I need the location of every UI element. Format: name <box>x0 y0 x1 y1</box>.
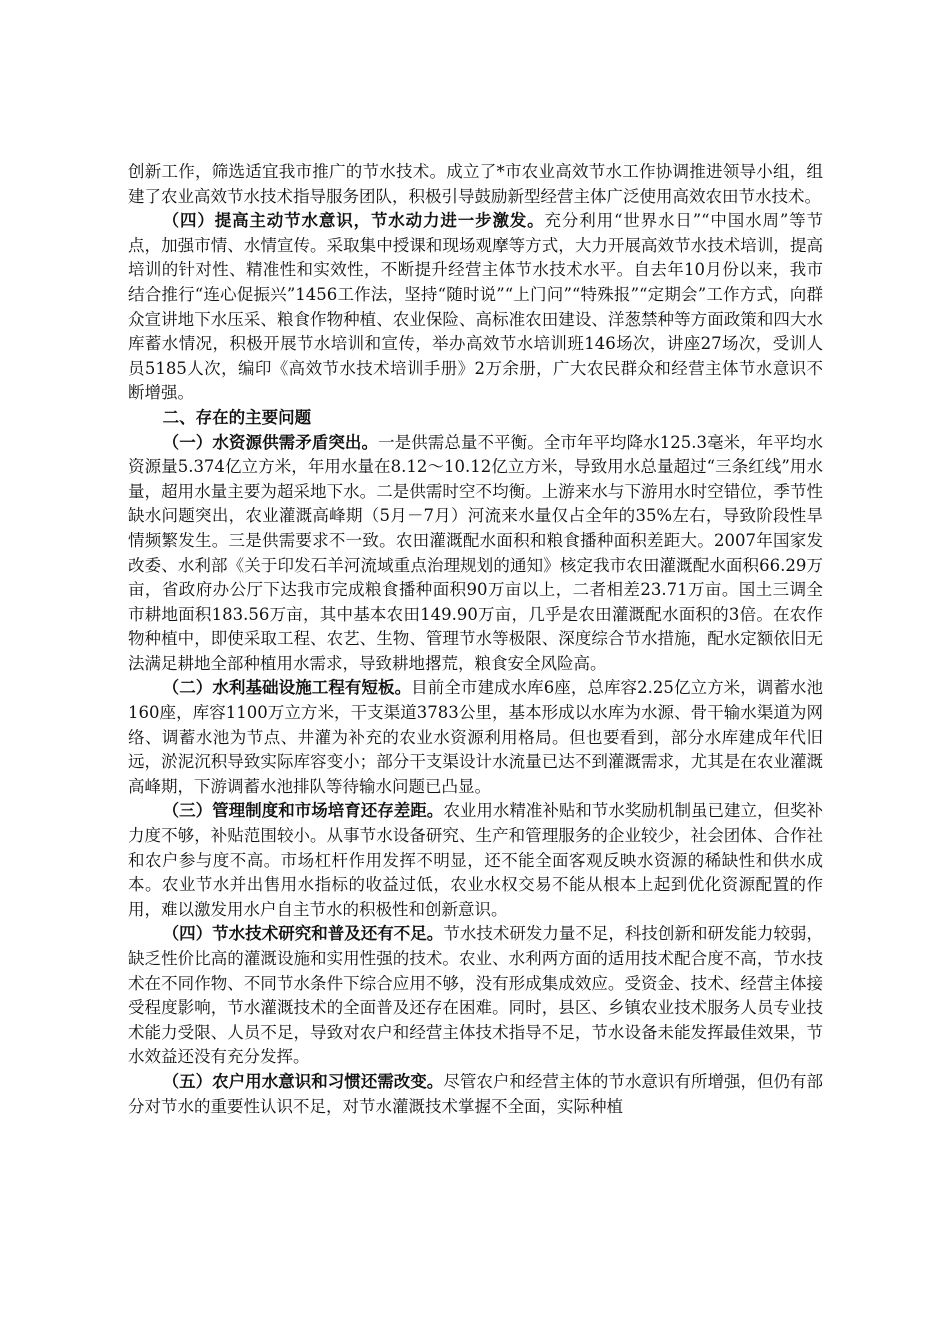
paragraph-lead: （四）节水技术研究和普及还有不足。 <box>162 924 444 944</box>
paragraph-lead: （二）水利基础设施工程有短板。 <box>162 678 412 698</box>
paragraph-text: 节水技术研发力量不足，科技创新和研发能力较弱，缺乏性价比高的灌溉设施和实用性强的技术。农业、水利两方面的适用技术配合度不高，节水技术在不同作物、不同节水条件下综合应用不够，没有形成集成效应。受资金、技术、经营主体接受程度影响，节水灌溉技术的全面普及还存在困难。同时，县区、乡镇农业技术服务人员专业技术能力受限、人员不足，导致对农户和经营主体技术指导不足，节水设备未能发挥最佳效果，节水效益还没有充分发挥。 <box>128 924 824 1067</box>
document-body <box>128 160 823 1119</box>
section-heading-main-problems: 二、存在的主要问题 <box>162 407 312 427</box>
paragraph-farmer-habits <box>128 1070 823 1119</box>
paragraph-lead: （四）提高主动节水意识，节水动力进一步激发。 <box>162 211 545 231</box>
paragraph-raise-awareness <box>128 209 823 406</box>
paragraph-technology-research <box>128 922 823 1070</box>
paragraph-text: 创新工作，筛选适宜我市推广的节水技术。成立了*市农业高效节水工作协调推进领导小组，组建了农业高效节水技术指导服务团队，积极引导鼓励新型经营主体广泛使用高效农田节水技术。 <box>128 162 823 206</box>
paragraph-text: 目前全市建成水库6座，总库容2.25亿立方米，调蓄水池160座，库容1100万立方米，干支渠道3783公里，基本形成以水库为水源、骨干输水渠道为网络、调蓄水池为节点、井灌为补充的农业水资源利用格局。但也要看到，部分水库建成年代旧远，淤泥沉积导致实际库容变小；部分干支渠设计水流量已达不到灌溉需求，尤其是在农业灌溉高峰期，下游调蓄水池排队等待输水问题已凸显。 <box>128 678 823 796</box>
paragraph-lead: （五）农户用水意识和习惯还需改变。 <box>162 1071 444 1091</box>
paragraph-lead: （一）水资源供需矛盾突出。 <box>162 432 379 452</box>
paragraph-text: 充分利用“世界水日”“中国水周”等节点，加强市情、水情宣传。采取集中授课和现场观摩等方式，大力开展高效节水技术培训，提高培训的针对性、精准性和实效性，不断提升经营主体节水技术水平。自去年10月份以来，我市结合推行“连心促振兴”1456工作法，坚持“随时说”“上门问”“特殊报”“定期会”工作方式，向群众宣讲地下水压采、粮食作物种植、农业保险、高标准农田建设、洋葱禁种等方面政策和四大水库蓄水情况，积极开展节水培训和宣传，举办高效节水培训班146场次，讲座27场次，受训人员5185人次，编印《高效节水技术培训手册》2万余册，广大农民群众和经营主体节水意识不断增强。 <box>128 211 824 403</box>
paragraph-text: 一是供需总量不平衡。全市年平均降水125.3毫米，年平均水资源量5.374亿立方米，年用水量在8.12～10.12亿立方米，导致用水总量超过“三条红线”用水量，超用水量主要为超采地下水。二是供需时空不均衡。上游来水与下游用水时空错位，季节性缺水问题突出，农业灌溉高峰期（5月－7月）河流来水量仅占全年的35%左右，导致阶段性旱情频繁发生。三是供需要求不一致。农田灌溉配水面积和粮食播种面积差距大。2007年国家发改委、水利部《关于印发石羊河流域重点治理规划的通知》核定我市农田灌溉配水面积66.29万亩，省政府办公厅下达我市完成粮食播种面积90万亩以上，二者相差23.71万亩。国土三调全市耕地面积183.56万亩，其中基本农田149.90万亩，几乎是农田灌溉配水面积的3倍。在农作物种植中，即使采取工程、农艺、生物、管理节水等极限、深度综合节水措施，配水定额依旧无法满足耕地全部种植用水需求，导致耕地撂荒，粮食安全风险高。 <box>128 432 823 673</box>
paragraph-lead: （三）管理制度和市场培育还存差距。 <box>162 801 444 821</box>
paragraph-continued <box>128 160 823 209</box>
paragraph-infrastructure <box>128 676 823 799</box>
paragraph-text: 尽管农户和经营主体的节水意识有所增强，但仍有部分对节水的重要性认识不足，对节水灌溉技术掌握不全面，实际种植 <box>128 1071 824 1116</box>
paragraph-text: 农业用水精准补贴和节水奖励机制虽已建立，但奖补力度不够，补贴范围较小。从事节水设备研究、生产和管理服务的企业较少，社会团体、合作社和农户参与度不高。市场杠杆作用发挥不明显，还不能全面客观反映水资源的稀缺性和供水成本。农业节水并出售用水指标的收益过低，农业水权交易不能从根本上起到优化资源配置的作用，难以激发用水户自主节水的积极性和创新意识。 <box>128 801 824 919</box>
paragraph-water-supply-demand <box>128 431 823 677</box>
paragraph-management-market <box>128 799 823 922</box>
